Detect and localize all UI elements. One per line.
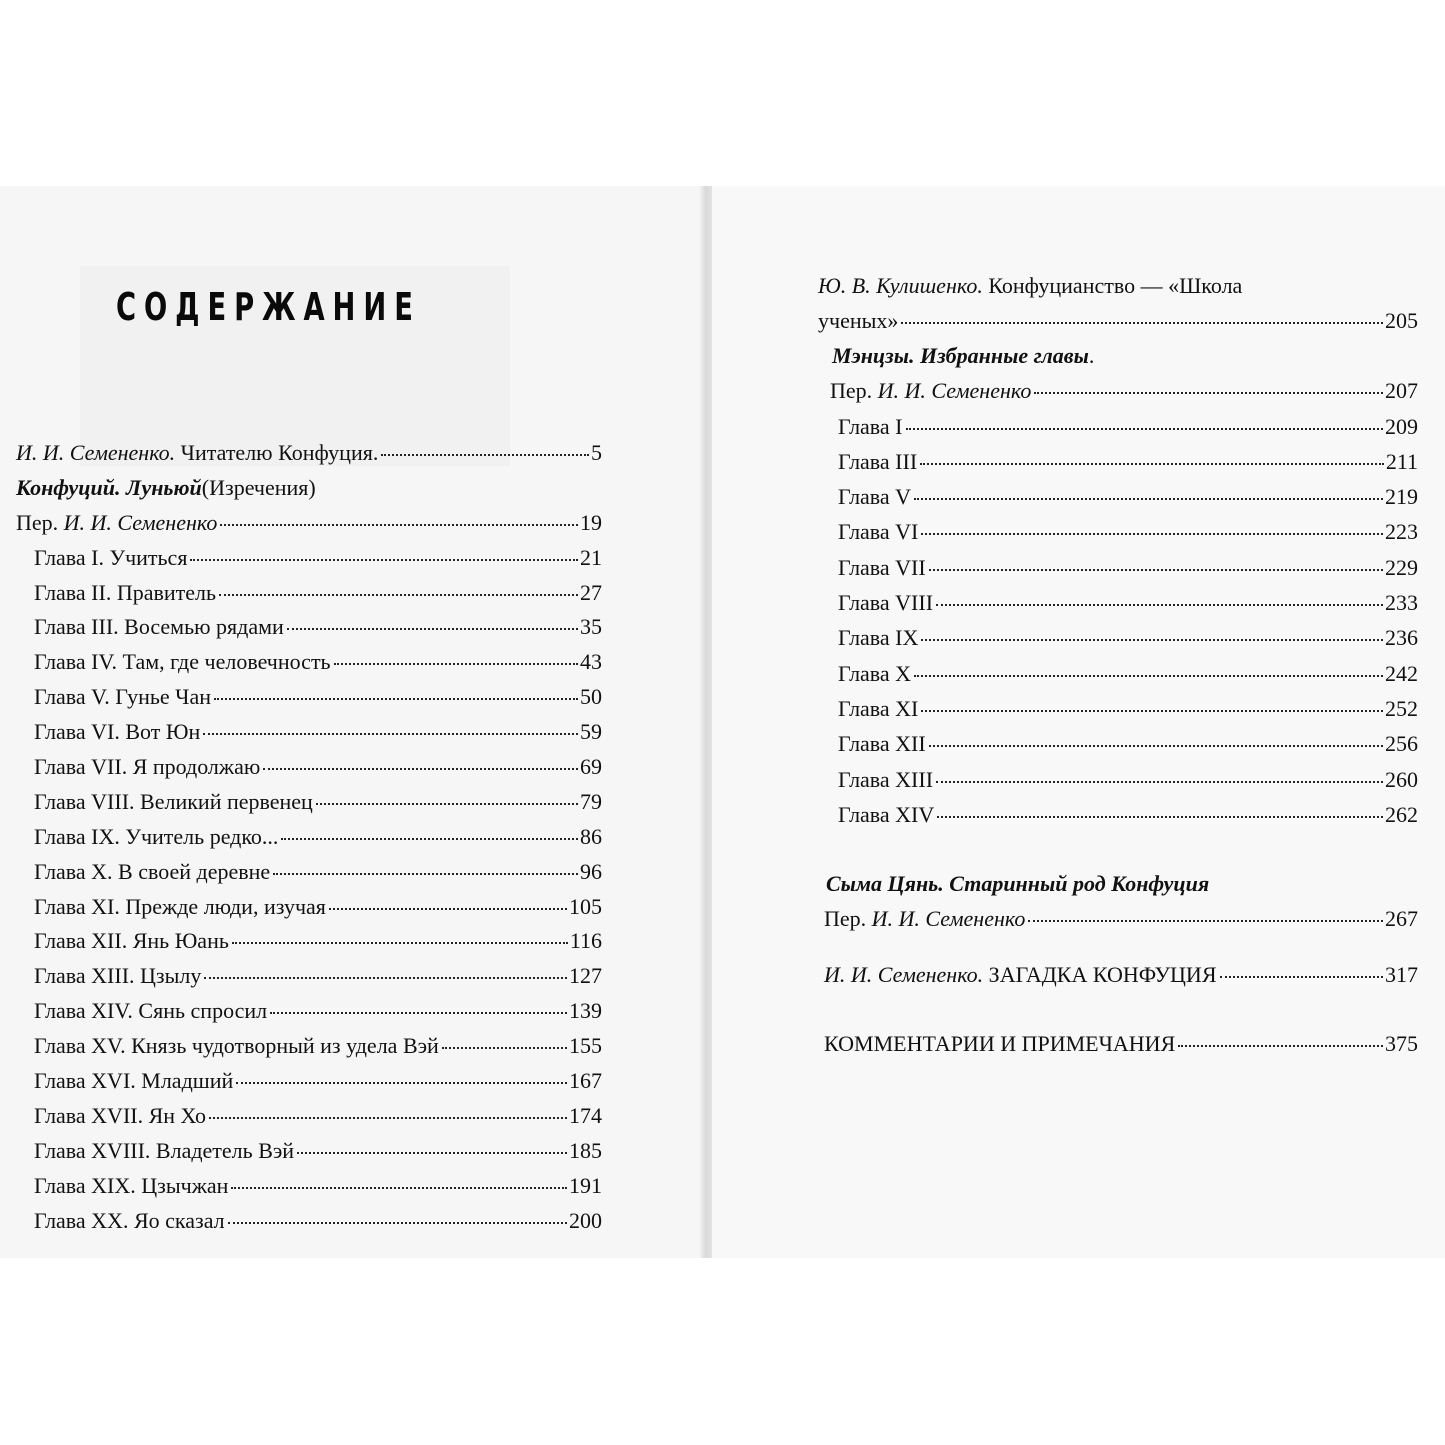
entry-title: ЗАГАДКА КОНФУЦИЯ [983, 961, 1217, 987]
entry-title: Глава XI. Прежде люди, изучая [34, 893, 326, 919]
dot-leader [929, 569, 1383, 571]
page-number: 116 [569, 928, 602, 954]
dot-leader [914, 675, 1383, 677]
entry-title: Глава X. В своей деревне [34, 858, 271, 884]
toc-entry[interactable] [16, 610, 602, 645]
section-heading [818, 866, 1418, 901]
entry-title: Глава XI [838, 695, 919, 721]
toc-entry[interactable] [16, 680, 602, 715]
toc-entry[interactable] [16, 1134, 602, 1169]
page-number: 191 [569, 1172, 602, 1198]
toc-entry[interactable] [818, 620, 1418, 655]
entry-title: Глава VI. Вот Юн [34, 719, 201, 745]
dot-leader [929, 745, 1383, 747]
entry-title: Глава I. Учиться [34, 544, 188, 570]
toc-entry[interactable] [16, 924, 602, 959]
toc-entry[interactable] [16, 1169, 602, 1204]
entry-title: Глава VIII. Великий первенец [34, 788, 313, 814]
section-title: Сыма Цянь. Старинный род Конфуция [826, 871, 1210, 897]
entry-title: Глава XIII [838, 766, 934, 792]
dot-leader [220, 524, 578, 526]
page-number: 317 [1385, 961, 1418, 987]
page-number: 5 [591, 440, 602, 465]
page-number: 256 [1385, 731, 1418, 757]
entry-title: Читателю Конфуция. [175, 440, 379, 465]
page-number: 127 [569, 963, 602, 989]
toc-entry[interactable] [818, 479, 1418, 514]
entry-title: Глава XVII. Ян Хо [34, 1102, 207, 1128]
entry-title: Глава IX [838, 625, 919, 651]
dot-leader [273, 873, 578, 875]
dot-leader [297, 1152, 567, 1154]
page-number: 50 [580, 684, 602, 710]
toc-entry[interactable] [818, 797, 1418, 832]
translator-prefix: Пер. [830, 378, 878, 404]
entry-title-continued: ученых» [818, 308, 899, 333]
toc-entry[interactable] [818, 514, 1418, 549]
page-number: 19 [580, 509, 602, 535]
page-number: 27 [580, 579, 602, 605]
dot-leader [921, 710, 1383, 712]
dot-leader [270, 1012, 567, 1014]
page-number: 236 [1385, 625, 1418, 651]
entry-title: Глава XIX. Цзычжан [34, 1172, 229, 1198]
toc-entry[interactable] [16, 994, 602, 1029]
toc-entry-kulishenko[interactable] [818, 268, 1418, 338]
right-toc-list [818, 268, 1418, 1061]
toc-entry[interactable] [16, 855, 602, 890]
dot-leader [921, 639, 1383, 641]
entry-title: Глава XVI. Младший [34, 1068, 234, 1094]
entry-title: Глава XX. Яо сказал [34, 1207, 225, 1233]
toc-entry[interactable] [818, 957, 1418, 992]
section-title: Мэнцзы. Избранные главы [832, 343, 1089, 368]
entry-title: Глава III [838, 448, 918, 474]
dot-leader [204, 977, 567, 979]
dot-leader [228, 1222, 567, 1224]
spacer [818, 937, 1418, 957]
dot-leader [316, 803, 578, 805]
dot-leader [281, 838, 578, 840]
page-number: 219 [1385, 484, 1418, 510]
dot-leader [232, 942, 568, 944]
dot-leader [263, 768, 578, 770]
dot-leader [219, 594, 578, 596]
entry-author: И. И. Семененко [63, 509, 218, 535]
entry-title: Глава XV. Князь чудотворный из удела Вэй [34, 1033, 439, 1059]
page-number: 205 [1385, 308, 1418, 333]
entry-title: Глава XIII. Цзылу [34, 963, 202, 989]
page-number: 200 [569, 1207, 602, 1233]
toc-entry[interactable] [16, 541, 602, 576]
entry-title: Глава XIV. Сянь спросил [34, 998, 268, 1024]
entry-author: И. И. Семененко. [824, 961, 984, 987]
spacer [818, 832, 1418, 866]
dot-leader [937, 816, 1383, 818]
dot-leader [1034, 392, 1383, 394]
entry-author: Ю. В. Кулишенко. [818, 273, 983, 298]
entry-author: И. И. Семененко [871, 906, 1026, 932]
section-heading: Мэнцзы. Избранные главы . [818, 338, 1418, 373]
entry-title: Глава XII. Янь Юань [34, 928, 229, 954]
toc-entry[interactable] [16, 1064, 602, 1099]
entry-title: Глава VIII [838, 590, 934, 616]
toc-entry[interactable] [818, 762, 1418, 797]
left-page [0, 186, 706, 1258]
dot-leader [334, 663, 578, 665]
page-number: 174 [569, 1102, 602, 1128]
toc-entry[interactable] [16, 890, 602, 925]
entry-title: Глава XIV [838, 801, 935, 827]
left-toc-list [16, 436, 602, 1238]
toc-entry[interactable] [818, 691, 1418, 726]
dot-leader [906, 428, 1384, 430]
toc-entry[interactable] [16, 506, 602, 541]
dot-leader [921, 533, 1383, 535]
toc-entry[interactable] [16, 750, 602, 785]
toc-entry[interactable] [16, 715, 602, 750]
page-number: 139 [569, 998, 602, 1024]
entry-author: И. И. Семененко. [16, 440, 176, 465]
page-number: 260 [1385, 766, 1418, 792]
toc-entry[interactable] [818, 656, 1418, 691]
dot-leader [231, 1187, 567, 1189]
dot-leader [236, 1082, 567, 1084]
page-number: 267 [1385, 906, 1418, 932]
entry-title: Глава X [838, 660, 912, 686]
dot-leader [442, 1047, 567, 1049]
page-number: 207 [1385, 378, 1418, 404]
page-number: 262 [1385, 801, 1418, 827]
dot-leader [1178, 1045, 1383, 1047]
toc-entry[interactable] [16, 959, 602, 994]
entry-author: И. И. Семененко [877, 378, 1032, 404]
page-number: 86 [580, 823, 602, 849]
dot-leader [1220, 976, 1384, 978]
contents-heading: СОДЕРЖАНИЕ [116, 285, 421, 329]
page-number: 167 [569, 1068, 602, 1094]
toc-entry[interactable] [16, 785, 602, 820]
translator-prefix: Пер. [16, 509, 64, 535]
right-page [712, 186, 1445, 1258]
entry-title: Глава IX. Учитель редко... [34, 823, 279, 849]
toc-entry[interactable] [818, 409, 1418, 444]
spacer [818, 992, 1418, 1026]
dot-leader [920, 463, 1384, 465]
entry-title: Глава IV. Там, где человечность [34, 649, 331, 675]
translator-prefix: Пер. [824, 906, 872, 932]
entry-title: Глава I [838, 413, 903, 439]
entry-title: Глава VII [838, 554, 926, 580]
dot-leader [329, 908, 567, 910]
dot-leader [914, 498, 1383, 500]
entry-title: Глава XII [838, 731, 926, 757]
page-number: 155 [569, 1033, 602, 1059]
page-number: 79 [580, 788, 602, 814]
page-number: 96 [580, 858, 602, 884]
entry-title: Конфуцианство — «Школа [982, 273, 1243, 298]
page-number: 211 [1385, 448, 1418, 474]
entry-title: Глава II. Правитель [34, 579, 217, 605]
page-number: 375 [1385, 1031, 1418, 1057]
page-number: 185 [569, 1137, 602, 1163]
toc-entry[interactable] [818, 444, 1418, 479]
page-number: 209 [1385, 413, 1418, 439]
entry-title: Глава VI [838, 519, 919, 545]
toc-entry[interactable] [818, 585, 1418, 620]
entry-title: Глава III. Восемью рядами [34, 614, 284, 640]
toc-entry[interactable] [818, 1026, 1418, 1061]
entry-title: КОММЕНТАРИИ И ПРИМЕЧАНИЯ [824, 1031, 1176, 1057]
page-number: 252 [1385, 695, 1418, 721]
page-number: 21 [580, 544, 602, 570]
section-title: Конфуций. Луньюй [16, 474, 202, 500]
page-number: 69 [580, 754, 602, 780]
dot-leader [936, 781, 1383, 783]
toc-entry[interactable] [16, 645, 602, 680]
dot-leader [209, 1117, 567, 1119]
book-spread [0, 186, 1445, 1258]
entry-title: Глава VII. Я продолжаю [34, 754, 261, 780]
toc-entry[interactable] [818, 373, 1418, 408]
toc-entry[interactable] [16, 436, 602, 471]
section-heading [16, 471, 602, 506]
page-number: 105 [569, 893, 602, 919]
toc-entry[interactable] [16, 820, 602, 855]
entry-title: Глава V. Гунье Чан [34, 684, 212, 710]
section-subtitle: (Изречения) [201, 474, 316, 500]
page-number: 35 [580, 614, 602, 640]
entry-title: Глава XVIII. Владетель Вэй [34, 1137, 295, 1163]
dot-leader [936, 604, 1383, 606]
page-number: 229 [1385, 554, 1418, 580]
toc-entry[interactable] [16, 576, 602, 611]
page-number: 223 [1385, 519, 1418, 545]
page-number: 242 [1385, 660, 1418, 686]
dot-leader [190, 559, 578, 561]
page-number: 233 [1385, 590, 1418, 616]
dot-leader [901, 322, 1383, 324]
dot-leader [1028, 920, 1383, 922]
dot-leader [214, 698, 578, 700]
toc-entry[interactable] [818, 550, 1418, 585]
toc-entry[interactable] [818, 901, 1418, 936]
entry-title: Глава V [838, 484, 912, 510]
dot-leader [381, 454, 589, 456]
dot-leader [287, 628, 578, 630]
page-number: 43 [580, 649, 602, 675]
toc-entry[interactable] [16, 1029, 602, 1064]
page-number: 59 [580, 719, 602, 745]
toc-entry[interactable] [16, 1204, 602, 1239]
toc-entry[interactable] [818, 726, 1418, 761]
toc-entry[interactable] [16, 1099, 602, 1134]
dot-leader [203, 733, 578, 735]
